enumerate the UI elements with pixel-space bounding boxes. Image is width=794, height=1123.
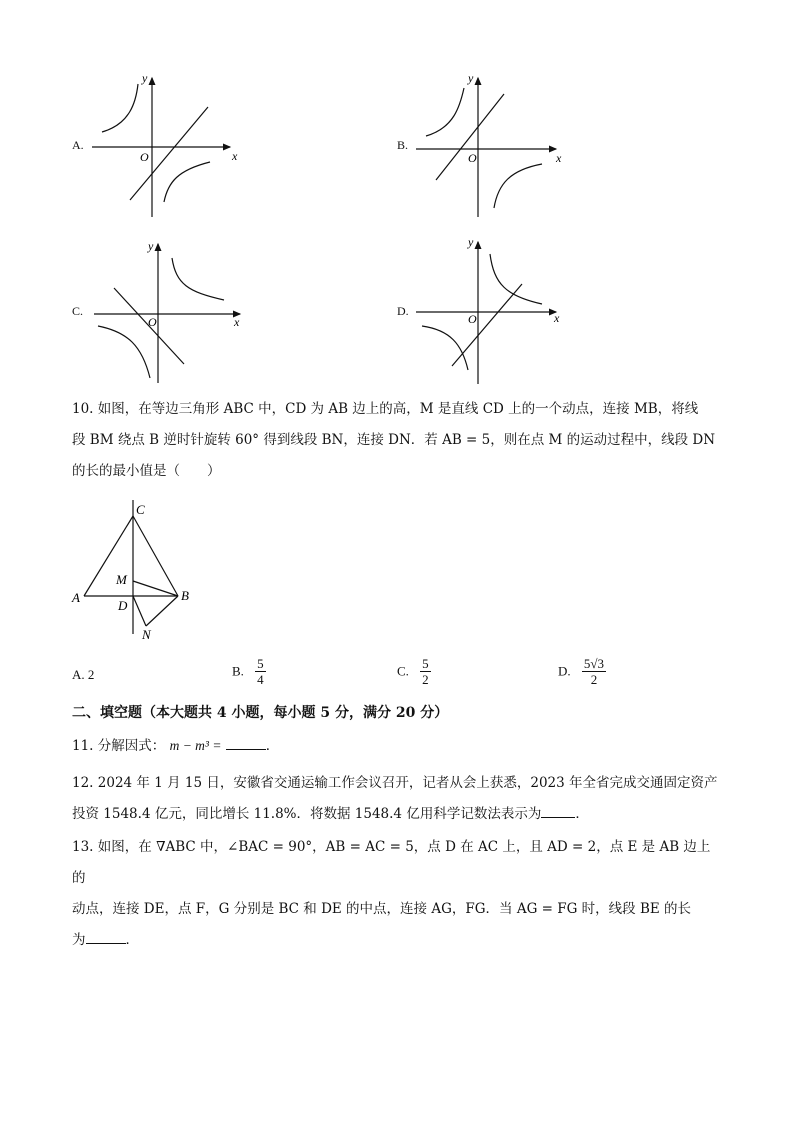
q12-text-1: 2024 年 1 月 15 日，安徽省交通运输工作会议召开，记者从会上获悉，2023 年全省完成交通固定资产: [97, 775, 718, 791]
option-b-label[interactable]: B.: [397, 138, 409, 152]
question-11: [72, 734, 279, 754]
hyperbola-branch: [490, 254, 542, 304]
label-m: M: [116, 572, 127, 587]
origin-label: O: [140, 150, 149, 164]
label-b: B: [181, 588, 189, 603]
hyperbola-branch: [422, 326, 468, 370]
origin-label: O: [468, 312, 477, 326]
q10-figure: [68, 496, 208, 646]
question-10: [72, 394, 722, 487]
label-c: C: [136, 502, 145, 517]
hyperbola-branch: [494, 164, 542, 208]
q12-number: 12.: [72, 775, 94, 791]
segment-dn: [133, 596, 146, 626]
q12-end: ．: [575, 806, 589, 822]
y-label: y: [148, 239, 154, 253]
origin-label: O: [148, 315, 157, 329]
q10-text-1: 如图，在等边三角形 ABC 中，CD 为 AB 边上的高，M 是直线 CD 上的一个动点，连接 MB，将线: [97, 401, 699, 417]
question-13: [72, 832, 722, 956]
option-d-label[interactable]: D.: [397, 304, 409, 318]
x-label: x: [554, 311, 560, 325]
q10-choice-a[interactable]: [72, 667, 94, 683]
x-label: x: [556, 151, 562, 165]
graph-a: [90, 72, 240, 220]
q10-line2: 段 BM 绕点 B 逆时针旋转 60° 得到线段 BN，连接 DN．若 AB = 5，则在点 M 的运动过程中，线段 DN: [72, 432, 716, 448]
q11-text: 分解因式：: [97, 738, 166, 754]
choice-a-label: A.: [72, 667, 85, 682]
line-graph: [436, 94, 504, 180]
q10-choice-d[interactable]: [558, 656, 606, 687]
q10-number: 10.: [72, 401, 94, 417]
q13-line3: [72, 925, 722, 956]
q13-line2: 动点，连接 DE，点 F，G 分别是 BC 和 DE 的中点，连接 AG，FG．当 AG = FG 时，线段 BE 的长: [72, 901, 692, 917]
q11-answer-blank[interactable]: [226, 737, 266, 750]
q13-answer-blank[interactable]: [86, 931, 126, 944]
choice-a-value: 2: [87, 667, 95, 682]
q10-line1: [72, 394, 722, 425]
q13-end: ．: [125, 932, 139, 948]
choice-d-label: D.: [558, 663, 571, 679]
q13-text-3: 为: [72, 932, 86, 948]
graph-c: [92, 238, 252, 386]
option-a-label[interactable]: A.: [72, 138, 84, 152]
q11-expression: m − m³ =: [169, 738, 222, 753]
question-12: [72, 768, 722, 830]
q10-choice-c[interactable]: [397, 656, 431, 687]
segment-bn: [146, 596, 178, 626]
q13-number: 13.: [72, 839, 94, 855]
label-n: N: [142, 627, 151, 642]
y-label: y: [468, 236, 474, 249]
graph-b: [414, 72, 564, 220]
choice-b-fraction: $\frac{5}{4}$: [257, 656, 264, 687]
choice-b-label: B.: [232, 663, 244, 679]
q12-answer-blank[interactable]: [541, 805, 575, 818]
q12-text-2: 投资 1548.4 亿元，同比增长 11.8%．将数据 1548.4 亿用科学记数法表示为: [72, 806, 542, 822]
hyperbola-branch: [164, 162, 210, 202]
y-label: y: [468, 72, 474, 85]
origin-label: O: [468, 151, 477, 165]
choice-c-fraction: $\frac{5}{2}$: [422, 656, 429, 687]
line-graph: [452, 284, 522, 366]
x-label: x: [232, 149, 238, 163]
hyperbola-branch: [102, 84, 138, 132]
q11-number: 11.: [72, 738, 94, 754]
q12-line2: [72, 799, 722, 830]
q10-choice-b[interactable]: [232, 656, 266, 687]
side-bc: [133, 516, 178, 596]
q13-text-1: 如图，在 ∇ABC 中，∠BAC = 90°，AB = AC = 5，点 D 在 AC 上，且 AD = 2，点 E 是 AB 边上的: [72, 839, 711, 886]
label-a: A: [72, 590, 80, 605]
section-title: 二、填空题（本大题共 4 小题，每小题 5 分，满分 20 分）: [72, 705, 449, 721]
q11-end: ．: [265, 738, 280, 754]
x-label: x: [234, 315, 240, 329]
choice-c-label: C.: [397, 663, 409, 679]
q10-line3: 的长的最小值是（ ）: [72, 463, 221, 479]
hyperbola-branch: [98, 326, 150, 378]
label-d: D: [118, 598, 128, 613]
q13-line1: [72, 832, 722, 894]
option-c-label[interactable]: C.: [72, 304, 84, 318]
y-label: y: [142, 72, 148, 85]
graph-d: [414, 236, 564, 386]
hyperbola-branch: [172, 258, 224, 300]
choice-d-fraction: $\frac{5√3}{2}$: [583, 656, 605, 687]
hyperbola-branch: [426, 88, 464, 136]
q12-line1: [72, 768, 722, 799]
